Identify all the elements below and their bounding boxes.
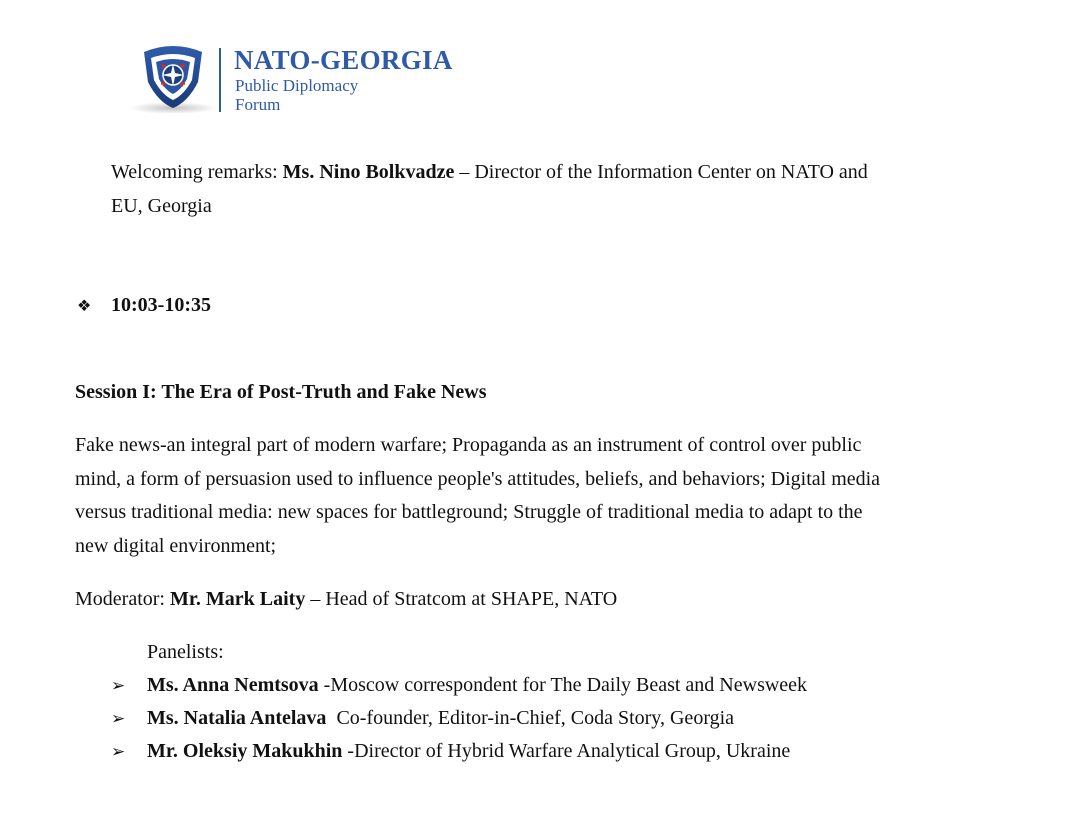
arrow-bullet-icon: ➢	[111, 709, 126, 728]
panelist-role: Co-founder, Editor-in-Chief, Coda Story, Georgia	[326, 707, 735, 729]
moderator-role: – Head of Stratcom at SHAPE, NATO	[305, 588, 618, 610]
panelist-role: -Moscow correspondent for The Daily Beast and Newsweek	[318, 674, 808, 696]
welcome-prefix: Welcoming remarks:	[111, 161, 283, 183]
panelist-name: Ms. Natalia Antelava	[147, 707, 327, 729]
arrow-bullet-icon: ➢	[111, 676, 126, 695]
panelist-item	[147, 669, 807, 702]
welcome-speaker-name: Ms. Nino Bolkvadze	[282, 161, 455, 183]
logo-subtitle-line2: Forum	[235, 95, 281, 114]
welcome-speaker-role: – Director of the Information Center on NATO and	[454, 161, 868, 183]
shield-icon	[138, 42, 208, 112]
panelist-name: Ms. Anna Nemtsova	[147, 674, 319, 696]
arrow-bullet-icon: ➢	[111, 742, 126, 761]
session-description	[75, 429, 1005, 563]
moderator-name: Mr. Mark Laity	[169, 588, 306, 610]
diamond-bullet-icon: ❖	[77, 298, 92, 315]
session-time: 10:03-10:35	[111, 294, 211, 316]
moderator	[75, 583, 617, 616]
moderator-prefix: Moderator:	[75, 588, 170, 610]
description-line: Fake news-an integral part of modern warfare; Propaganda as an instrument of control over public	[75, 434, 862, 456]
logo-subtitle-line1: Public Diplomacy	[235, 76, 359, 95]
logo-divider	[219, 48, 221, 112]
panelist-name: Mr. Oleksiy Makukhin	[147, 740, 343, 762]
panelist-item	[147, 702, 734, 735]
welcoming-remarks-continued: EU, Georgia	[111, 195, 212, 217]
session-title: Session I: The Era of Post-Truth and Fake News	[75, 381, 487, 403]
description-line: new digital environment;	[75, 534, 277, 557]
description-line: mind, a form of persuasion used to influence people's attitudes, beliefs, and behaviors; Digital media	[75, 467, 881, 490]
description-line: versus traditional media: new spaces for battleground; Struggle of traditional media to adapt to the	[75, 501, 863, 523]
welcoming-remarks	[111, 156, 868, 189]
panelists-label: Panelists:	[147, 641, 224, 663]
panelist-item	[147, 735, 790, 768]
logo-title: NATO-GEORGIA	[234, 45, 453, 75]
forum-logo	[128, 40, 458, 120]
panelist-role: -Director of Hybrid Warfare Analytical Group, Ukraine	[342, 740, 791, 762]
